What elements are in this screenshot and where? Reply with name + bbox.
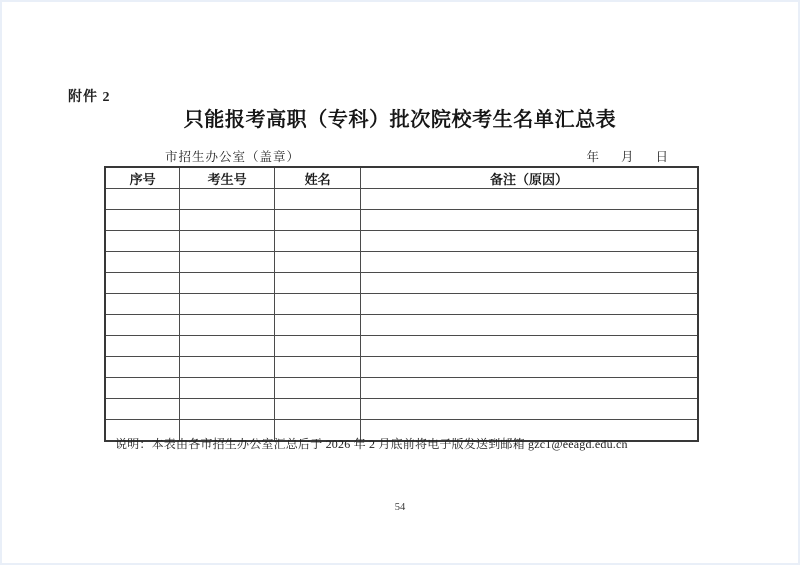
table-cell xyxy=(275,189,361,210)
table-cell xyxy=(105,210,180,231)
column-header-remarks: 备注（原因） xyxy=(361,167,698,189)
table-row xyxy=(105,210,698,231)
table-cell xyxy=(105,315,180,336)
date-year-label: 年 xyxy=(586,150,599,164)
table-cell xyxy=(105,294,180,315)
table-cell xyxy=(105,231,180,252)
date-line xyxy=(586,147,668,165)
table-row xyxy=(105,273,698,294)
table-cell xyxy=(105,189,180,210)
table-cell xyxy=(361,231,698,252)
table-cell xyxy=(180,252,275,273)
table-cell xyxy=(361,336,698,357)
table-header-row xyxy=(105,167,698,189)
table-cell xyxy=(180,378,275,399)
table-row xyxy=(105,378,698,399)
table-cell xyxy=(361,399,698,420)
table-cell xyxy=(275,273,361,294)
table-cell xyxy=(361,273,698,294)
date-month-label: 月 xyxy=(620,150,634,164)
table-cell xyxy=(105,273,180,294)
table-cell xyxy=(180,357,275,378)
table-cell xyxy=(361,378,698,399)
table-row xyxy=(105,294,698,315)
table-cell xyxy=(361,315,698,336)
table-cell xyxy=(361,294,698,315)
table-cell xyxy=(105,399,180,420)
table-row xyxy=(105,231,698,252)
table-cell xyxy=(180,315,275,336)
column-header-name: 姓名 xyxy=(275,167,361,189)
table-cell xyxy=(361,252,698,273)
table-cell xyxy=(275,210,361,231)
page-number: 54 xyxy=(394,502,406,513)
page-title: 只能报考高职（专科）批次院校考生名单汇总表 xyxy=(183,109,617,131)
table-cell xyxy=(105,336,180,357)
table-cell xyxy=(275,231,361,252)
attachment-label: 附件 2 xyxy=(68,90,111,105)
table-cell xyxy=(275,378,361,399)
date-day-label: 日 xyxy=(655,150,668,164)
table-row xyxy=(105,315,698,336)
table-cell xyxy=(361,357,698,378)
table-cell xyxy=(275,399,361,420)
table-cell xyxy=(180,336,275,357)
column-header-candidate-id: 考生号 xyxy=(180,167,275,189)
office-seal-label: 市招生办公室（盖章） xyxy=(165,150,301,164)
table-row xyxy=(105,336,698,357)
table-row xyxy=(105,399,698,420)
table-row xyxy=(105,357,698,378)
table-row xyxy=(105,189,698,210)
table-cell xyxy=(180,231,275,252)
note-line: 说明：本表由各市招生办公室汇总后于 2026 年 2 月底前将电子版发送到邮箱 gzc1@eeagd.edu.cn xyxy=(115,437,628,451)
table-cell xyxy=(275,252,361,273)
table-cell xyxy=(275,357,361,378)
table-cell xyxy=(105,252,180,273)
table-cell xyxy=(361,210,698,231)
table-cell xyxy=(180,210,275,231)
table-cell xyxy=(180,273,275,294)
table-cell xyxy=(275,294,361,315)
table-cell xyxy=(180,399,275,420)
table-body xyxy=(105,189,698,442)
column-header-seq: 序号 xyxy=(105,167,180,189)
table-cell xyxy=(275,336,361,357)
table-cell xyxy=(105,378,180,399)
table-row xyxy=(105,252,698,273)
table-cell xyxy=(105,357,180,378)
candidate-roster-table xyxy=(104,166,699,442)
table-cell xyxy=(275,315,361,336)
subline xyxy=(2,147,798,163)
table-cell xyxy=(180,294,275,315)
table-cell xyxy=(361,189,698,210)
table-cell xyxy=(180,189,275,210)
